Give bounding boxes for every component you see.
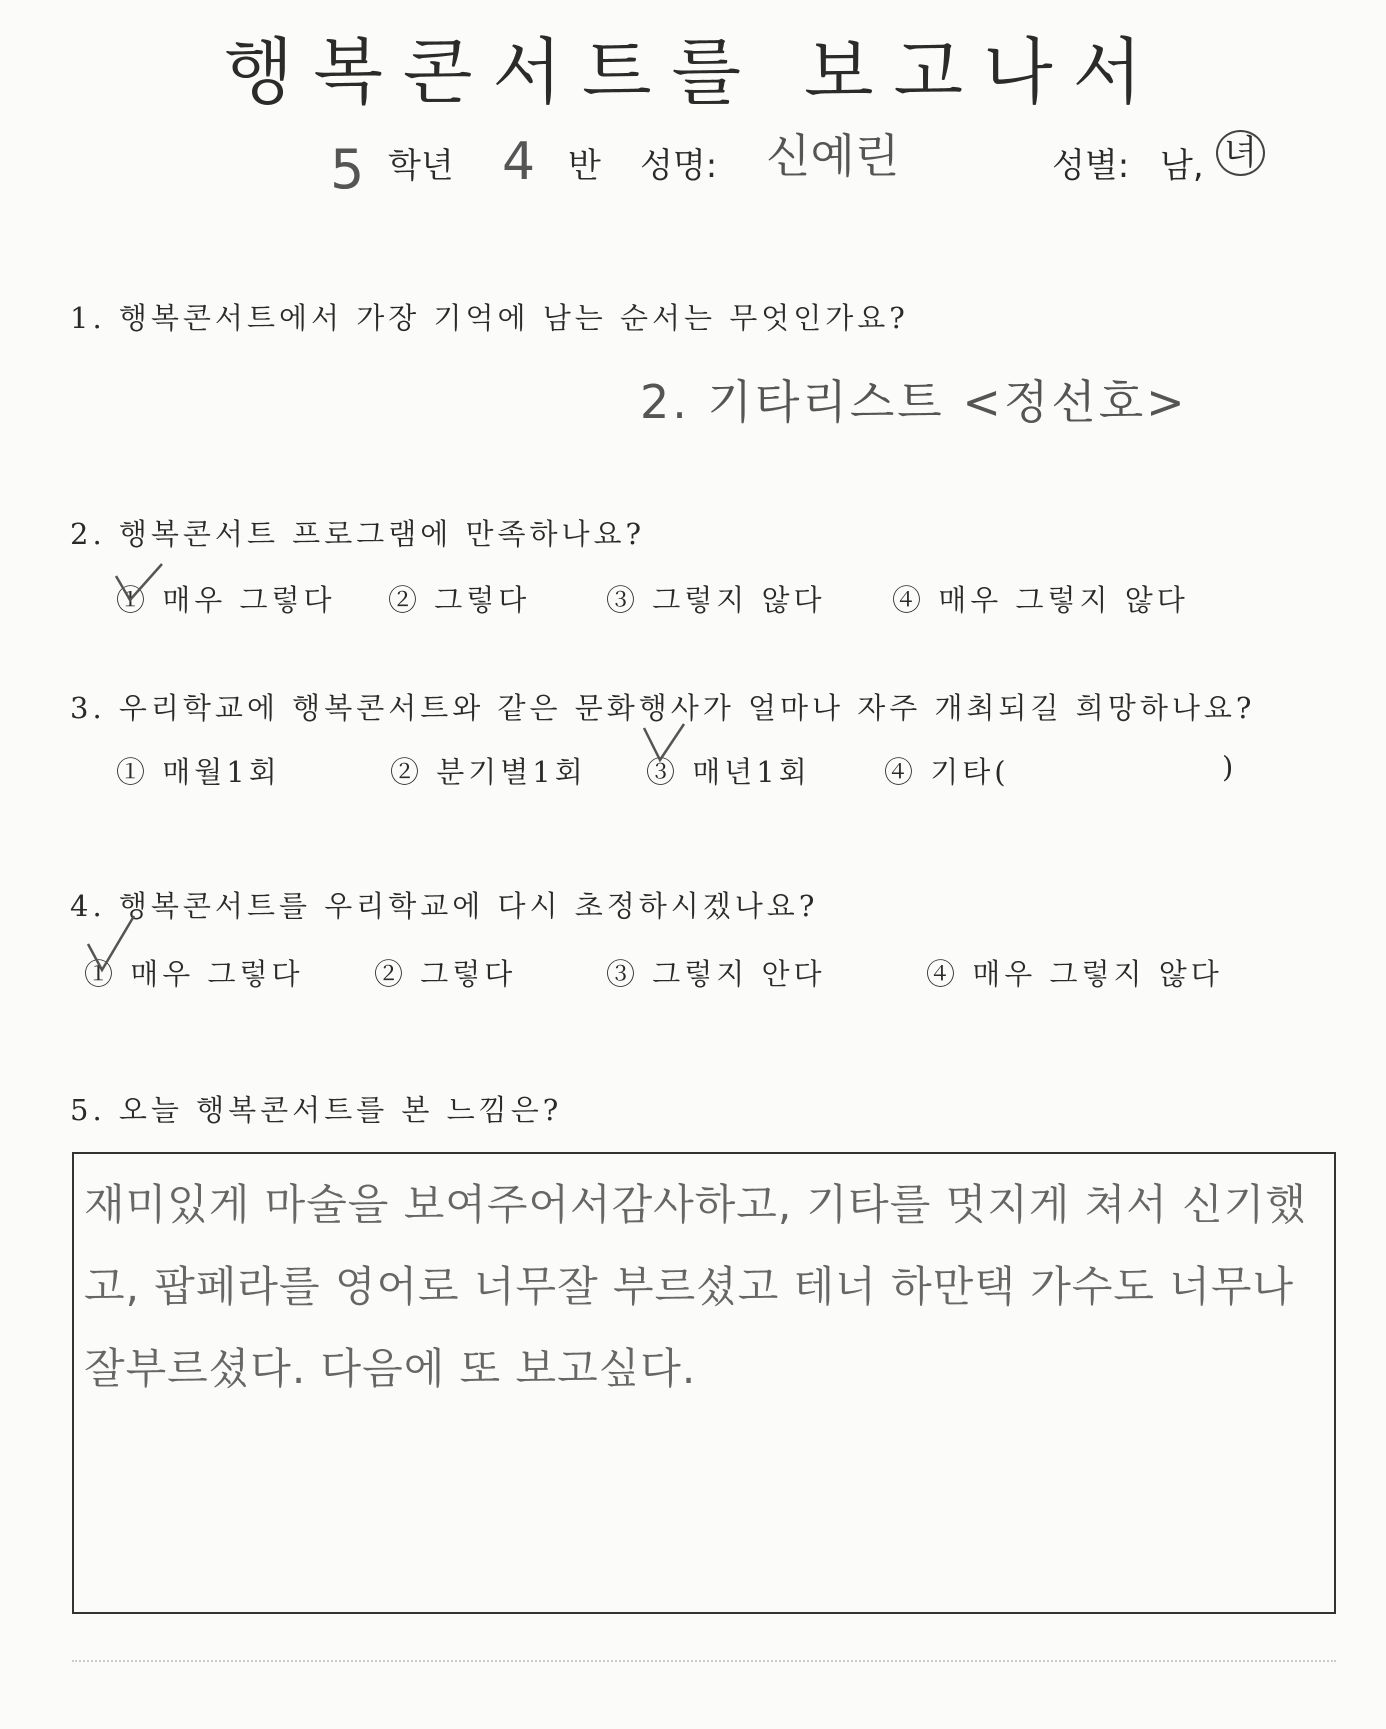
answer-1: 2. 기타리스트 <정선호> [640,375,1188,429]
question-3: 3. 우리학교에 행복콘서트와 같은 문화행사가 얼마나 자주 개최되길 희망하나요? [70,691,1256,725]
q3-option-2[interactable]: ② 분기별1회 [390,755,587,789]
q3-option-4-close: ) [1222,750,1238,784]
name-value: 신예린 [766,129,900,183]
q4-option-1[interactable]: ① 매우 그렇다 [84,957,304,991]
q4-option-4[interactable]: ④ 매우 그렇지 않다 [926,957,1223,991]
q2-option-4[interactable]: ④ 매우 그렇지 않다 [892,583,1189,617]
q3-checkmark-icon [640,722,690,768]
document-title: 행복콘서트를 보고나서 [223,30,1163,114]
class-label: 반 [568,146,601,186]
gender-male: 남, [1160,146,1204,186]
grade-label: 학년 [388,146,454,186]
question-1: 1. 행복콘서트에서 가장 기억에 남는 순서는 무엇인가요? [70,301,909,335]
q4-option-2[interactable]: ② 그렇다 [374,957,517,991]
q4-option-3[interactable]: ③ 그렇지 안다 [606,957,826,991]
bottom-dotted-line [72,1660,1336,1662]
answer-5-text: 재미있게 마술을 보여주어서감사하고, 기타를 멋지게 쳐서 신기했고, 팝페라를 영어로 너무잘 부르셨고 테너 하만택 가수도 너무나 잘부르셨다. 다음에 또 보고싶다. [84,1180,1307,1393]
gender-label: 성별: [1052,146,1130,186]
answer-5-box[interactable] [72,1152,1336,1614]
question-4: 4. 행복콘서트를 우리학교에 다시 초정하시겠나요? [70,889,819,923]
q2-option-2[interactable]: ② 그렇다 [388,583,531,617]
class-value: 4 [502,132,536,192]
q4-checkmark-icon [84,914,140,974]
question-2: 2. 행복콘서트 프로그램에 만족하나요? [70,517,646,551]
name-label: 성명: [640,146,718,186]
grade-value: 5 [330,138,365,201]
gender-female-circled: 녀 [1216,130,1265,176]
q2-checkmark-icon [112,560,166,610]
q3-option-3[interactable]: ③ 매년1회 [646,755,811,789]
q2-option-1[interactable]: ① 매우 그렇다 [116,583,336,617]
q2-option-3[interactable]: ③ 그렇지 않다 [606,583,826,617]
q3-option-4[interactable]: ④ 기타( [884,755,1010,789]
question-5: 5. 오늘 행복콘서트를 본 느낌은? [70,1093,563,1127]
q3-option-1[interactable]: ① 매월1회 [116,755,281,789]
